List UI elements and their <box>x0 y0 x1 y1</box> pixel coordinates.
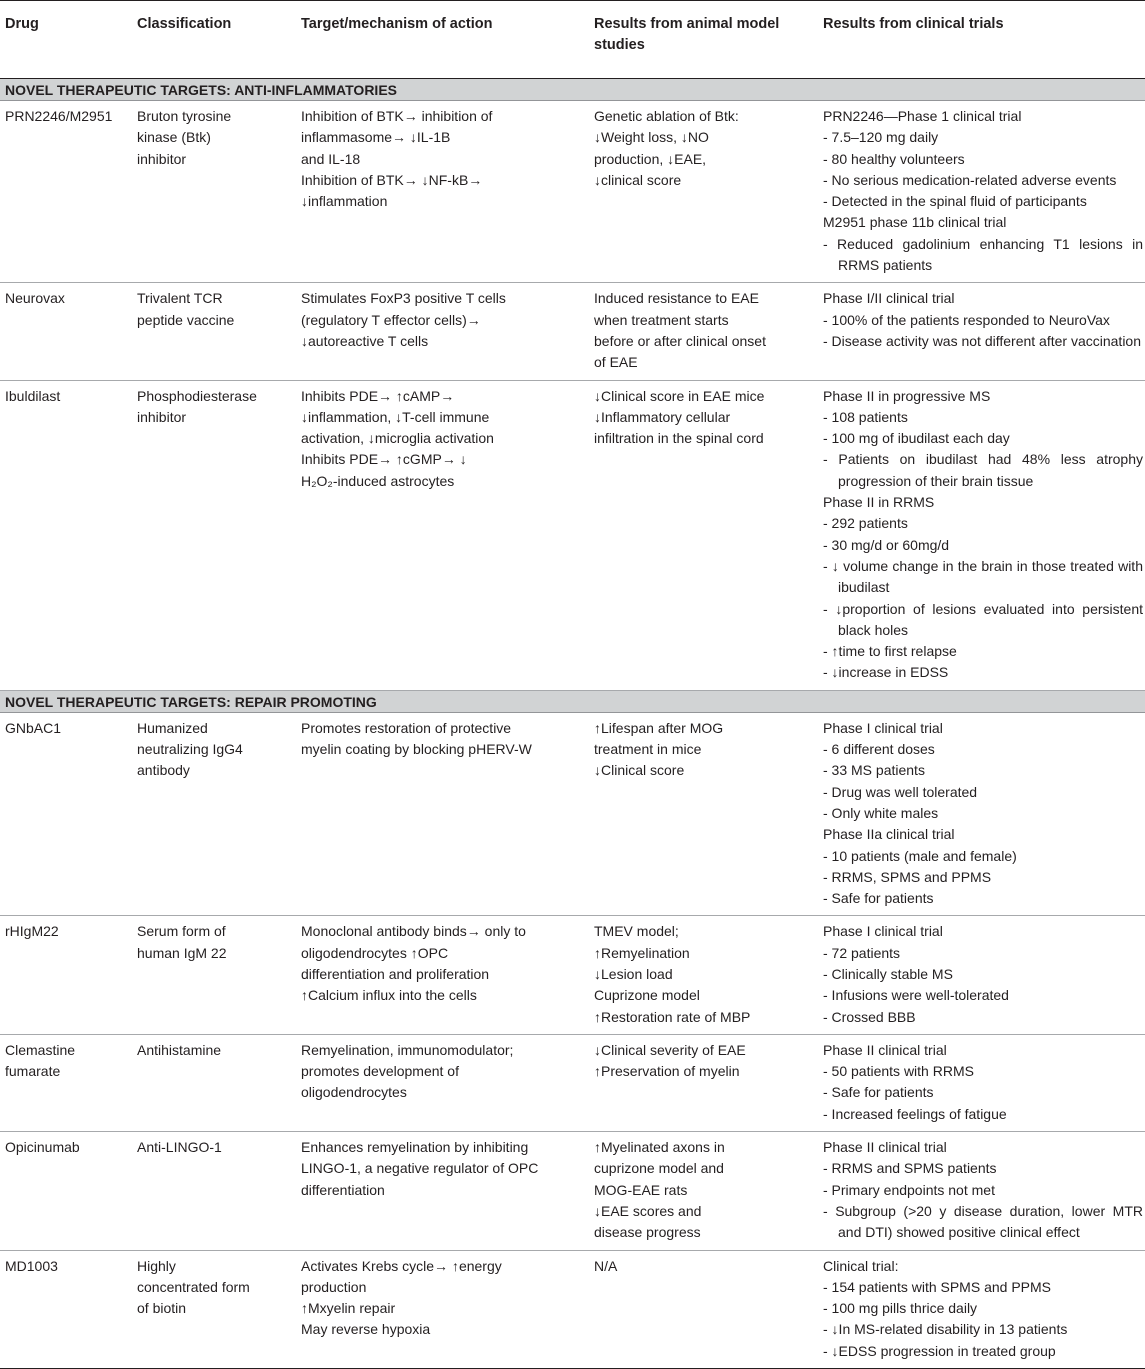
cell-line: - Disease activity was not different after vaccination <box>823 332 1142 349</box>
cell-line: Trivalent TCR <box>137 290 223 307</box>
cell-line: Phase IIa clinical trial <box>823 826 955 843</box>
cell-line: ↑Calcium influx into the cells <box>301 987 477 1004</box>
cell-line: Bruton tyrosine <box>137 108 232 124</box>
cell-line: Genetic ablation of Btk: <box>594 108 739 124</box>
cell-line: - ↓increase in EDSS <box>823 664 949 681</box>
table-row <box>0 1034 1145 1131</box>
cell-line: - Safe for patients <box>823 1084 934 1101</box>
mechanism-cell <box>297 101 590 283</box>
cell-line: Enhances remyelination by inhibiting <box>301 1139 529 1156</box>
cell-line: treatment in mice <box>594 741 702 758</box>
classification-cell <box>133 380 297 690</box>
section-header-row <box>0 690 1145 712</box>
cell-line: - No serious medication-related adverse events <box>823 171 1117 188</box>
cell-line: - Subgroup (>20 y disease duration, lower MTR and DTI) showed positive clinical effect <box>823 1202 1143 1241</box>
table-row <box>0 283 1145 380</box>
cell-line: - 50 patients with RRMS <box>823 1063 974 1080</box>
cell-line: - 7.5–120 mg daily <box>823 129 939 146</box>
animal-results-cell <box>590 1132 819 1250</box>
cell-line: inhibitor <box>137 150 187 167</box>
cell-line: Inhibits PDE→ ↑cAMP→ <box>301 387 455 404</box>
cell-line: production, ↓EAE, <box>594 150 707 167</box>
clinical-results-cell <box>819 1034 1145 1131</box>
classification-cell <box>133 916 297 1034</box>
cell-line: of EAE <box>594 354 638 371</box>
cell-line: Highly <box>137 1257 176 1274</box>
mechanism-cell <box>297 712 590 916</box>
cell-line: ↓clinical score <box>594 171 682 188</box>
cell-line: activation, ↓microglia activation <box>301 430 494 447</box>
cell-line: inflammasome→ ↓IL-1B <box>301 129 451 146</box>
cell-line: rHIgM22 <box>5 923 59 940</box>
cell-line: inhibitor <box>137 408 187 425</box>
cell-line: TMEV model; <box>594 923 679 940</box>
cell-line: - 72 patients <box>823 944 901 961</box>
cell-line: MD1003 <box>5 1257 58 1274</box>
drug-cell <box>0 283 133 380</box>
cell-line: (regulatory T effector cells)→ <box>301 311 481 328</box>
table-row <box>0 380 1145 690</box>
cell-line: production <box>301 1278 367 1295</box>
cell-line: before or after clinical onset <box>594 332 766 349</box>
cell-line: Monoclonal antibody binds→ only to <box>301 923 526 940</box>
cell-line: Phase II in progressive MS <box>823 387 991 404</box>
cell-line: - ↓ volume change in the brain in those treated with ibudilast <box>823 557 1143 596</box>
classification-cell <box>133 283 297 380</box>
cell-line: - 10 patients (male and female) <box>823 847 1017 864</box>
cell-line: M2951 phase 11b clinical trial <box>823 214 1007 231</box>
cell-line: ↓Clinical severity of EAE <box>594 1041 746 1058</box>
header-classification: Classification <box>133 1 297 79</box>
cell-line: antibody <box>137 762 190 779</box>
cell-line: LINGO-1, a negative regulator of OPC <box>301 1160 539 1177</box>
animal-results-cell <box>590 1034 819 1131</box>
cell-line: Stimulates FoxP3 positive T cells <box>301 290 506 307</box>
drug-cell <box>0 1250 133 1368</box>
cell-line: - 100 mg of ibudilast each day <box>823 430 1010 447</box>
cell-line: Activates Krebs cycle→ ↑energy <box>301 1257 502 1274</box>
cell-line: concentrated form <box>137 1278 250 1295</box>
cell-line: Phase II clinical trial <box>823 1041 947 1058</box>
cell-line: GNbAC1 <box>5 719 62 736</box>
drug-cell <box>0 712 133 916</box>
mechanism-cell <box>297 1034 590 1131</box>
cell-line: - 100 mg pills thrice daily <box>823 1300 978 1317</box>
cell-line: peptide vaccine <box>137 311 235 328</box>
drug-cell <box>0 916 133 1034</box>
cell-line: ↓Lesion load <box>594 965 673 982</box>
cell-line: Anti-LINGO-1 <box>137 1139 222 1156</box>
clinical-results-cell <box>819 283 1145 380</box>
cell-line: - Primary endpoints not met <box>823 1181 995 1198</box>
cell-line: - RRMS, SPMS and PPMS <box>823 868 992 885</box>
animal-results-cell <box>590 916 819 1034</box>
mechanism-cell <box>297 283 590 380</box>
cell-line: cuprizone model and <box>594 1160 724 1177</box>
header-mechanism: Target/mechanism of action <box>297 1 590 79</box>
cell-line: - 33 MS patients <box>823 762 925 779</box>
animal-results-cell <box>590 283 819 380</box>
classification-cell <box>133 1132 297 1250</box>
cell-line: - Patients on ibudilast had 48% less atrophy progression of their brain tissue <box>823 451 1143 489</box>
table-row <box>0 712 1145 916</box>
cell-line: - Only white males <box>823 804 939 821</box>
cell-line: Cuprizone model <box>594 987 700 1004</box>
cell-line: ↓Clinical score in EAE mice <box>594 387 765 404</box>
cell-line: - RRMS and SPMS patients <box>823 1160 997 1177</box>
header-animal-results: Results from animal model studies <box>590 1 819 79</box>
cell-line: Serum form of <box>137 923 226 940</box>
clinical-results-cell <box>819 916 1145 1034</box>
table-row <box>0 1132 1145 1250</box>
animal-results-cell <box>590 101 819 283</box>
header-drug: Drug <box>0 1 133 79</box>
cell-line: Phase I clinical trial <box>823 719 943 736</box>
classification-cell <box>133 712 297 916</box>
cell-line: Inhibition of BTK→ inhibition of <box>301 108 493 124</box>
cell-line: Phase II clinical trial <box>823 1139 947 1156</box>
classification-cell <box>133 1250 297 1368</box>
clinical-results-cell <box>819 1250 1145 1368</box>
cell-line: Phosphodiesterase <box>137 387 257 404</box>
cell-line: ↓autoreactive T cells <box>301 332 429 349</box>
cell-line: promotes development of <box>301 1063 459 1080</box>
cell-line: - Reduced gadolinium enhancing T1 lesions in RRMS patients <box>823 235 1143 274</box>
cell-line: ↓EAE scores and <box>594 1202 702 1219</box>
cell-line: Antihistamine <box>137 1041 222 1058</box>
cell-line: - Safe for patients <box>823 890 934 907</box>
cell-line: ↓Clinical score <box>594 762 685 779</box>
table-row <box>0 1250 1145 1368</box>
animal-results-cell <box>590 1250 819 1368</box>
cell-line: Remyelination, immunomodulator; <box>301 1041 514 1058</box>
animal-results-cell <box>590 380 819 690</box>
cell-line: differentiation and proliferation <box>301 965 490 982</box>
cell-line: neutralizing IgG4 <box>137 741 243 758</box>
cell-line: ↑Remyelination <box>594 944 690 961</box>
cell-line: - Clinically stable MS <box>823 965 953 982</box>
cell-line: ↑Lifespan after MOG <box>594 719 724 736</box>
cell-line: when treatment starts <box>594 311 729 328</box>
cell-line: - ↑time to first relapse <box>823 643 957 660</box>
cell-line: of biotin <box>137 1300 187 1317</box>
clinical-results-cell <box>819 380 1145 690</box>
section-title: NOVEL THERAPEUTIC TARGETS: REPAIR PROMOTING <box>0 690 1145 712</box>
cell-line: ↑Preservation of myelin <box>594 1063 740 1080</box>
cell-line: oligodendrocytes <box>301 1084 407 1101</box>
cell-line: ↑Myelinated axons in <box>594 1139 725 1156</box>
cell-line: Inhibits PDE→ ↑cGMP→ ↓ <box>301 451 467 468</box>
cell-line: Ibuldilast <box>5 387 61 404</box>
animal-results-cell <box>590 712 819 916</box>
cell-line: MOG-EAE rats <box>594 1181 688 1198</box>
cell-line: Phase II in RRMS <box>823 494 935 511</box>
cell-line: ↓Weight loss, ↓NO <box>594 129 709 146</box>
section-header-row <box>0 79 1145 101</box>
cell-line: kinase (Btk) <box>137 129 211 146</box>
cell-line: Neurovax <box>5 290 65 307</box>
cell-line: - ↓EDSS progression in treated group <box>823 1342 1056 1359</box>
cell-line: infiltration in the spinal cord <box>594 430 764 447</box>
classification-cell <box>133 101 297 283</box>
clinical-results-cell <box>819 712 1145 916</box>
cell-line: fumarate <box>5 1063 61 1080</box>
cell-line: - 292 patients <box>823 515 908 532</box>
clinical-results-cell <box>819 1132 1145 1250</box>
cell-line: H₂O₂-induced astrocytes <box>301 472 455 489</box>
cell-line: - Infusions were well-tolerated <box>823 987 1009 1004</box>
cell-line: - Drug was well tolerated <box>823 783 978 800</box>
cell-line: Induced resistance to EAE <box>594 290 759 307</box>
cell-line: - 108 patients <box>823 408 908 425</box>
cell-line: human IgM 22 <box>137 944 227 961</box>
cell-line: ↑Restoration rate of MBP <box>594 1008 751 1025</box>
table-body <box>0 79 1145 1369</box>
table-row <box>0 916 1145 1034</box>
drug-cell <box>0 1034 133 1131</box>
classification-cell <box>133 1034 297 1131</box>
cell-line: differentiation <box>301 1181 385 1198</box>
drug-cell <box>0 1132 133 1250</box>
section-title: NOVEL THERAPEUTIC TARGETS: ANTI-INFLAMMATORIES <box>0 79 1145 101</box>
cell-line: Opicinumab <box>5 1139 80 1156</box>
cell-line: May reverse hypoxia <box>301 1321 431 1338</box>
cell-line: and IL-18 <box>301 150 361 167</box>
mechanism-cell <box>297 380 590 690</box>
cell-line: oligodendrocytes ↑OPC <box>301 944 449 961</box>
header-row <box>0 1 1145 79</box>
cell-line: ↓inflammation, ↓T-cell immune <box>301 408 490 425</box>
cell-line: - Detected in the spinal fluid of participants <box>823 193 1087 210</box>
cell-line: Promotes restoration of protective <box>301 719 512 736</box>
mechanism-cell <box>297 1132 590 1250</box>
cell-line: Phase I clinical trial <box>823 923 943 940</box>
cell-line: - Crossed BBB <box>823 1008 916 1025</box>
cell-line: PRN2246/M2951 <box>5 108 113 124</box>
cell-line: Clemastine <box>5 1041 76 1058</box>
header-clinical-results: Results from clinical trials <box>819 1 1145 79</box>
cell-line: myelin coating by blocking pHERV-W <box>301 741 532 758</box>
clinical-results-cell <box>819 101 1145 283</box>
cell-line: - ↓proportion of lesions evaluated into persistent black holes <box>823 600 1143 638</box>
cell-line: - 154 patients with SPMS and PPMS <box>823 1278 1051 1295</box>
cell-line: N/A <box>594 1257 618 1274</box>
cell-line: - 80 healthy volunteers <box>823 150 965 167</box>
cell-line: Inhibition of BTK→ ↓NF-kB→ <box>301 171 483 188</box>
cell-line: Phase I/II clinical trial <box>823 290 955 307</box>
cell-line: ↓inflammation <box>301 193 388 210</box>
cell-line: - Increased feelings of fatigue <box>823 1105 1007 1122</box>
cell-line: ↑Mxyelin repair <box>301 1300 396 1317</box>
cell-line: - 100% of the patients responded to NeuroVax <box>823 311 1110 328</box>
drug-cell <box>0 101 133 283</box>
cell-line: Clinical trial: <box>823 1257 899 1274</box>
cell-line: ↓Inflammatory cellular <box>594 408 731 425</box>
cell-line: - 6 different doses <box>823 741 935 758</box>
cell-line: disease progress <box>594 1224 701 1241</box>
table-row <box>0 101 1145 283</box>
mechanism-cell <box>297 916 590 1034</box>
cell-line: Humanized <box>137 719 208 736</box>
cell-line: PRN2246—Phase 1 clinical trial <box>823 108 1022 124</box>
cell-line: - ↓In MS-related disability in 13 patients <box>823 1321 1068 1338</box>
mechanism-cell <box>297 1250 590 1368</box>
cell-line: - 30 mg/d or 60mg/d <box>823 536 950 553</box>
table-header <box>0 1 1145 79</box>
drug-cell <box>0 380 133 690</box>
